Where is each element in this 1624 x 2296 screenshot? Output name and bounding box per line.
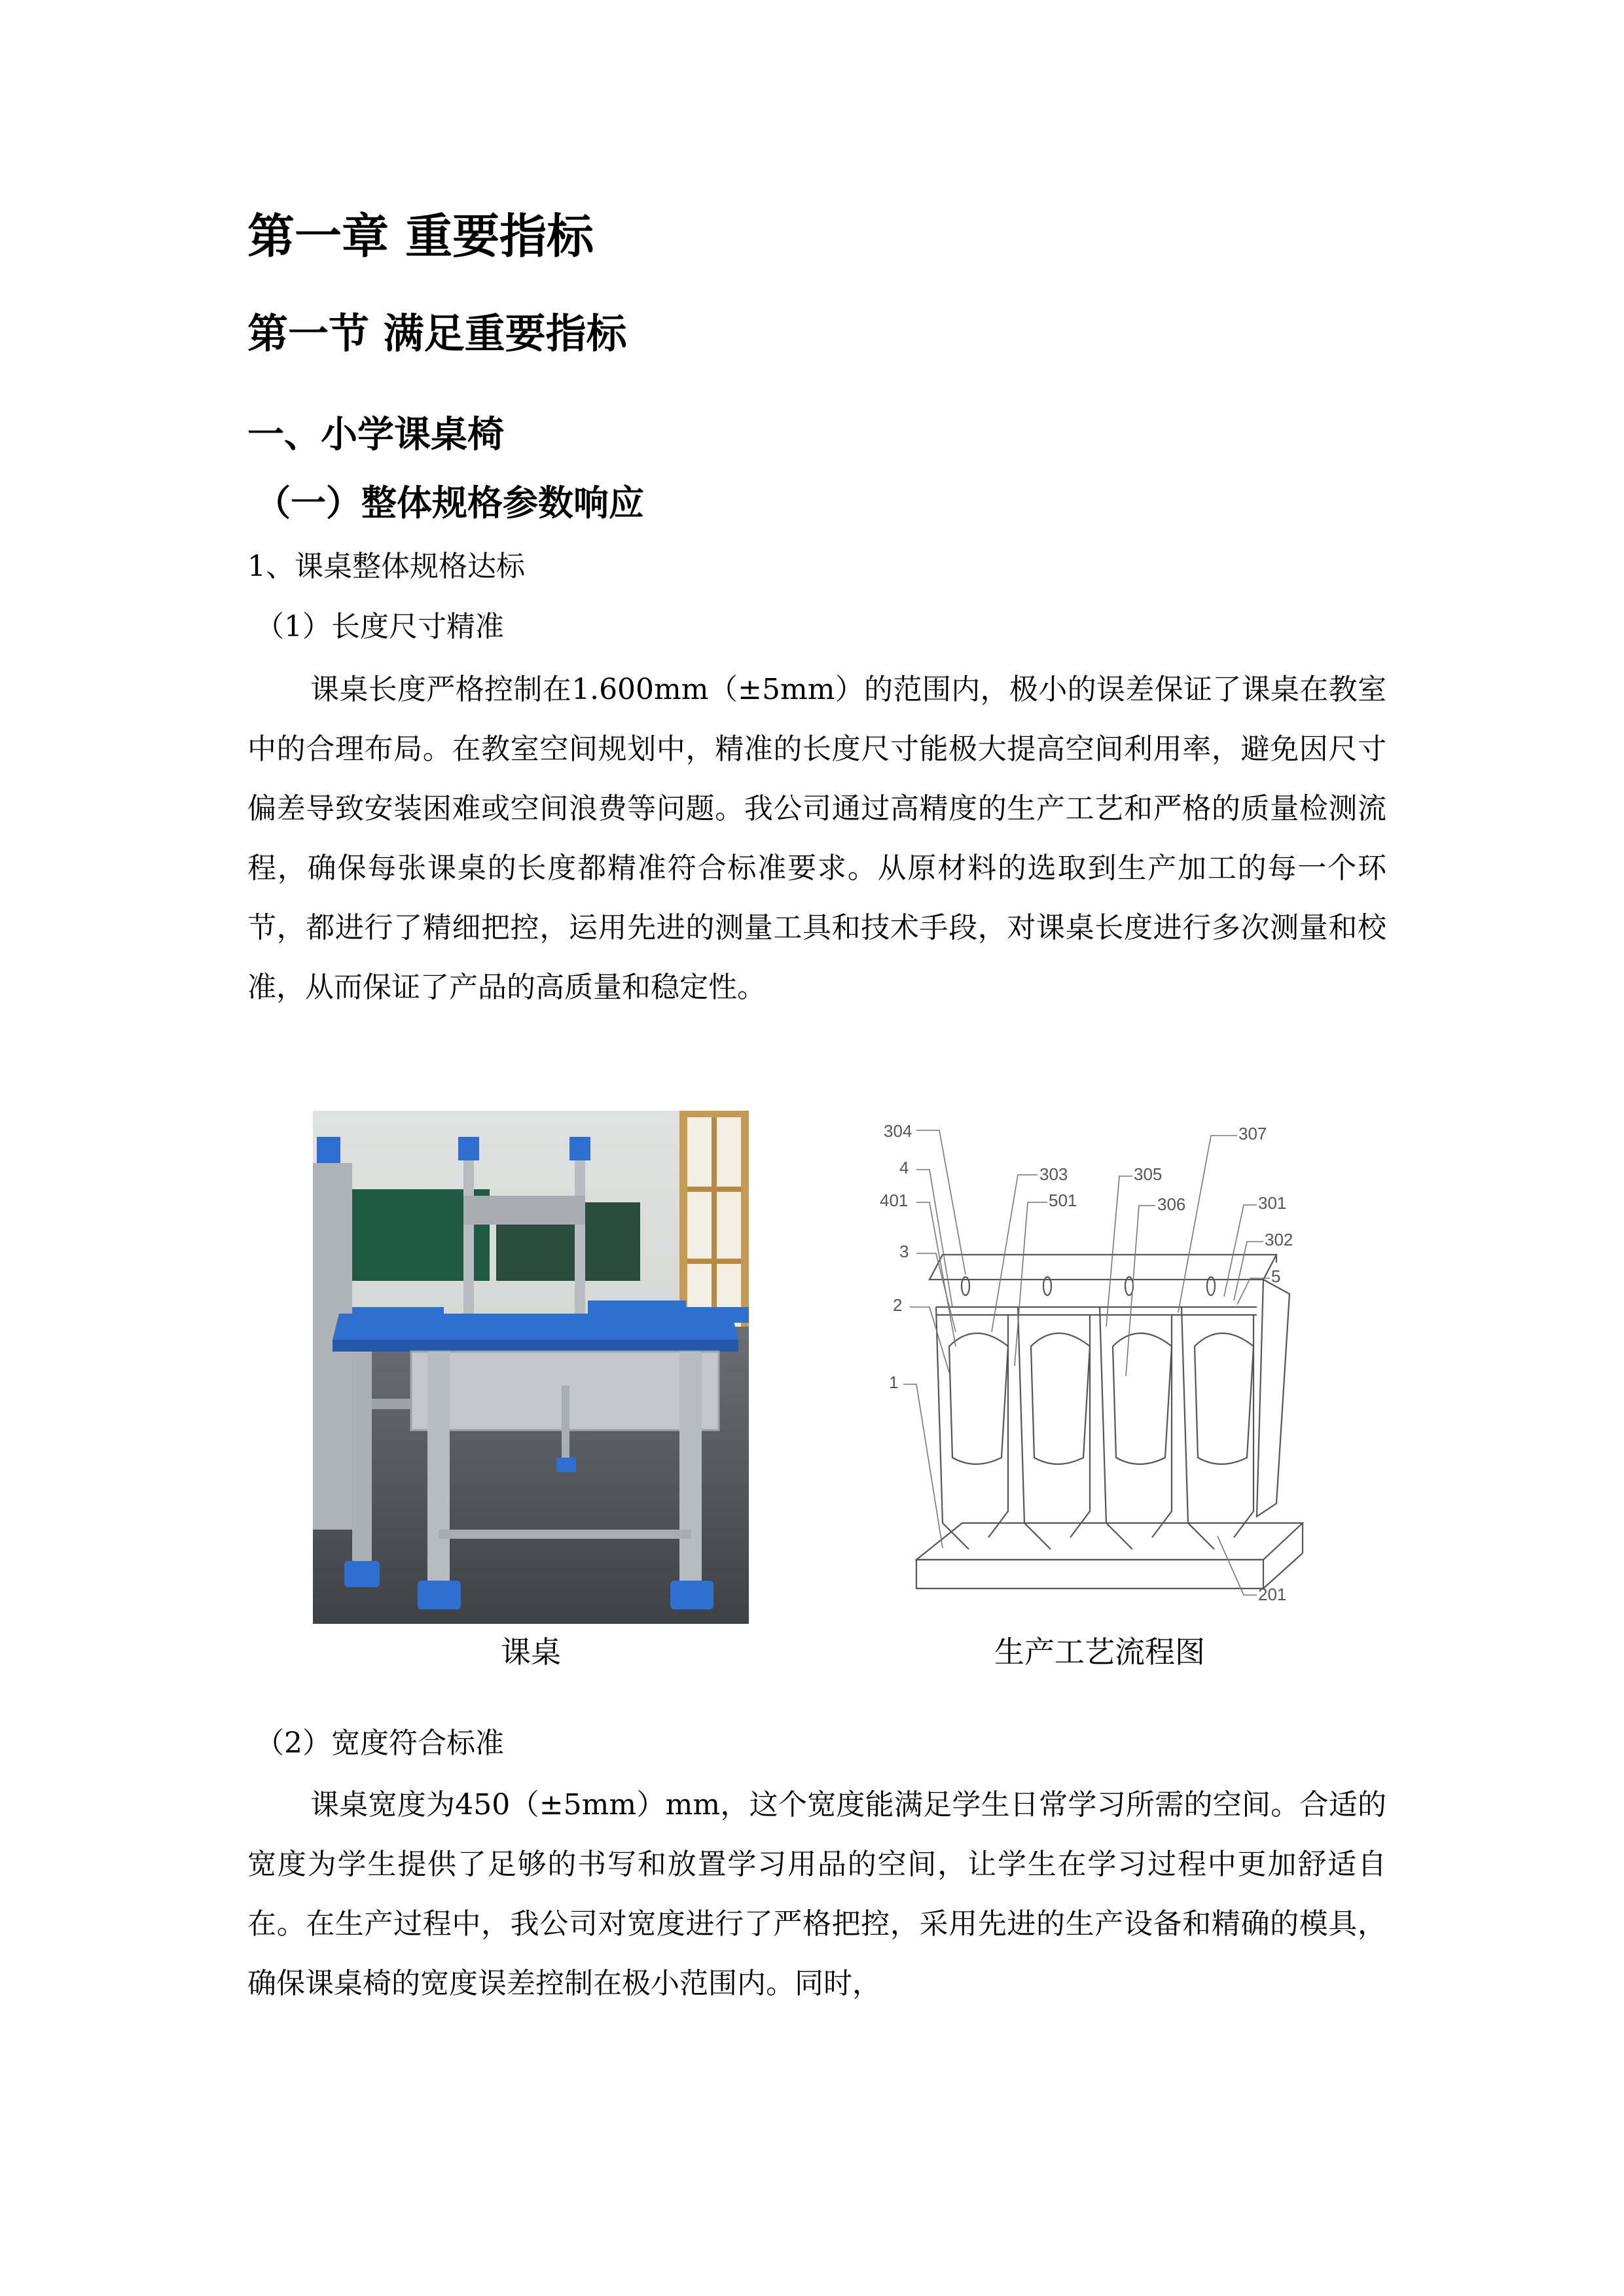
drawing-label: 4 xyxy=(899,1158,909,1177)
point-title: （2）宽度符合标准 xyxy=(255,1727,504,1760)
body-paragraph: 课桌长度严格控制在1.600mm（±5mm）的范围内，极小的误差保证了课桌在教室中的合理布局。在教室空间规划中，精准的长度尺寸能极大提高空间利用率，避免因尺寸偏差导致安装困难或空间浪费等问题。我公司通过高精度的生产工艺和严格的质量检测流程，确保每张课桌的长度都精准符合标准要求。从原材料的选取到生产加工的每一个环节，都进行了精细把控，运用先进的测量工具和技术手段，对课桌长度进行多次测量和校准，从而保证了产品的高质量和稳定性。 xyxy=(247,673,1386,1004)
desk-photo-image xyxy=(313,1111,749,1624)
drawing-label: 307 xyxy=(1238,1124,1267,1143)
drawing-label: 401 xyxy=(880,1191,909,1210)
drawing-label: 3 xyxy=(899,1242,909,1261)
desk-photo xyxy=(313,1111,749,1624)
point-title: （1）长度尺寸精准 xyxy=(255,610,504,643)
drawing-label: 306 xyxy=(1157,1194,1186,1214)
item-title: 1、课桌整体规格达标 xyxy=(247,550,525,583)
drawing-label: 5 xyxy=(1271,1266,1281,1286)
chapter-title: 第一章 重要指标 xyxy=(247,209,594,264)
body-paragraph: 课桌宽度为450（±5mm）mm，这个宽度能满足学生日常学习所需的空间。合适的宽度为学生提供了足够的书写和放置学习用品的空间，让学生在学习过程中更加舒适自在。在生产过程中，我公司对宽度进行了严格把控，采用先进的生产设备和精确的模具，确保课桌椅的宽度误差控制在极小范围内。同时， xyxy=(247,1788,1386,2000)
drawing-label: 305 xyxy=(1134,1164,1163,1184)
drawing-label: 1 xyxy=(889,1372,899,1392)
drawing-label: 304 xyxy=(884,1121,912,1141)
process-drawing-image xyxy=(871,1111,1329,1624)
drawing-label: 303 xyxy=(1039,1164,1068,1184)
drawing-label: 2 xyxy=(893,1295,903,1315)
process-drawing xyxy=(871,1111,1329,1624)
subsection-title: 一、小学课桌椅 xyxy=(247,414,504,456)
part-title: （一）整体规格参数响应 xyxy=(255,482,644,524)
drawing-label: 201 xyxy=(1258,1585,1287,1604)
drawing-label: 301 xyxy=(1258,1193,1287,1213)
drawing-label: 501 xyxy=(1049,1191,1077,1210)
drawing-label: 302 xyxy=(1265,1230,1293,1249)
figure-caption-desk: 课桌 xyxy=(501,1634,561,1670)
figure-caption-process: 生产工艺流程图 xyxy=(994,1634,1205,1670)
section-title: 第一节 满足重要指标 xyxy=(247,310,627,357)
